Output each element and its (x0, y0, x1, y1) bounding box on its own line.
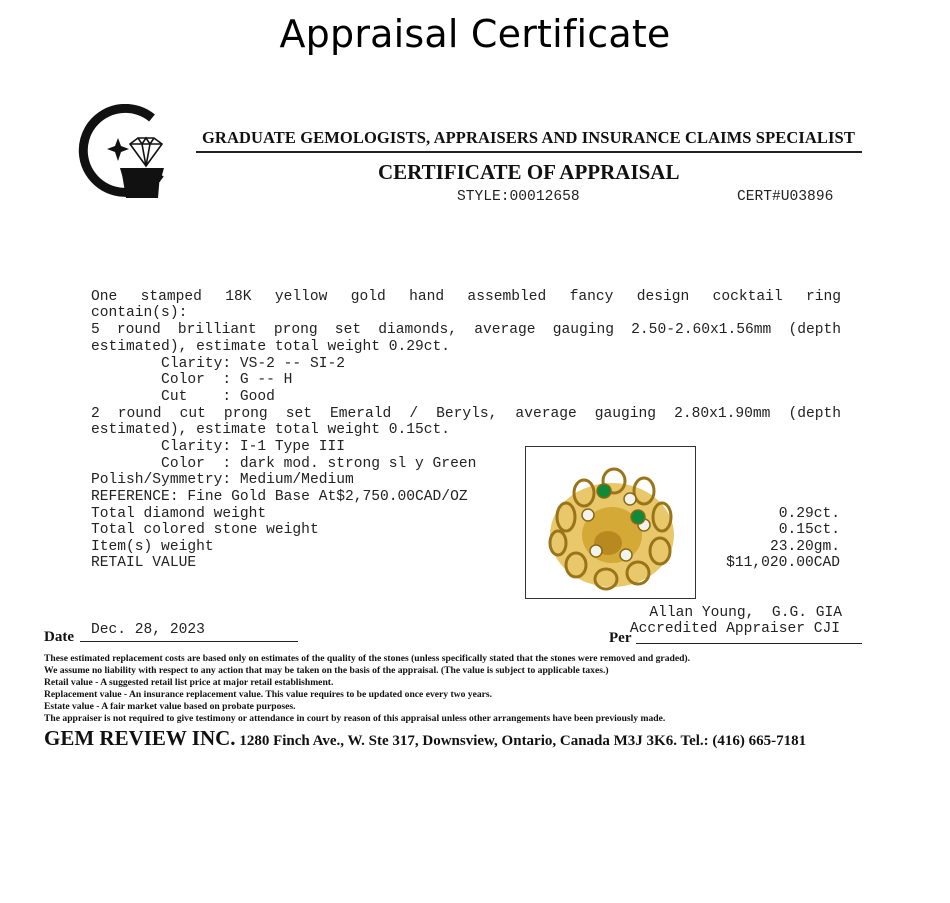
total-label: Total diamond weight (91, 506, 267, 522)
description-line: One stamped 18K yellow gold hand assembled fancy design cocktail ring (91, 289, 841, 305)
retail-value: $11,020.00CAD (726, 555, 840, 571)
fine-print-line: These estimated replacement costs are based only on estimates of the quality of the stones (unless specifically stated that the stones were removed and graded). (44, 653, 691, 664)
style-number: STYLE:00012658 (457, 189, 580, 205)
fine-print-line: The appraiser is not required to give testimony or attendance in court by reason of this appraisal unless other arrangements have been previously made. (44, 713, 666, 724)
date-value: Dec. 28, 2023 (91, 622, 205, 638)
per-label: Per (609, 630, 632, 646)
description-line: Cut : Good (91, 389, 275, 405)
sparkle-icon (107, 138, 129, 161)
appraiser-title: Accredited Appraiser CJI (629, 621, 840, 637)
company-line: GRADUATE GEMOLOGISTS, APPRAISERS AND INSURANCE CLAIMS SPECIALIST (202, 128, 855, 147)
signature-underline (636, 643, 862, 644)
total-label: Total colored stone weight (91, 522, 319, 538)
description-line: Color : dark mod. strong sl y Green (91, 456, 477, 472)
page-title: Appraisal Certificate (279, 12, 671, 56)
date-label: Date (44, 629, 74, 645)
description-line: REFERENCE: Fine Gold Base At$2,750.00CAD/OZ (91, 489, 468, 505)
description-line: Clarity: VS-2 -- SI-2 (91, 356, 345, 372)
retail-value-label: RETAIL VALUE (91, 555, 197, 571)
date-underline (80, 641, 298, 642)
description-line: 5 round brilliant prong set diamonds, average gauging 2.50-2.60x1.56mm (depth (91, 322, 841, 338)
description-line: estimated), estimate total weight 0.29ct. (91, 339, 451, 355)
cert-number: CERT#U03896 (737, 189, 834, 205)
header-rule (196, 151, 862, 153)
footer-company-name: GEM REVIEW INC. (44, 726, 236, 750)
footer (44, 726, 806, 751)
company-logo (74, 104, 174, 200)
fine-print-line: Replacement value - An insurance replacement value. This value requires to be updated once every two years. (44, 689, 493, 700)
ring-illustration (526, 447, 695, 598)
total-value: 0.29ct. (778, 506, 840, 522)
total-value: 0.15ct. (778, 522, 840, 538)
description-line: contain(s): (91, 305, 188, 321)
total-label: Item(s) weight (91, 539, 214, 555)
total-value: 23.20gm. (769, 539, 840, 555)
description-line: Color : G -- H (91, 372, 293, 388)
diamond-icon (130, 138, 162, 166)
description-line: estimated), estimate total weight 0.15ct. (91, 422, 451, 438)
description-line: 2 round cut prong set Emerald / Beryls, average gauging 2.80x1.90mm (depth (91, 406, 841, 422)
fine-print-line: We assume no liability with respect to any action that may be taken on the basis of the appraisal. (The value is subject to applicable taxes.) (44, 665, 609, 676)
appraiser-name: Allan Young, G.G. GIA (649, 605, 842, 621)
ring-photo (525, 446, 696, 599)
fine-print-line: Retail value - A suggested retail list price at major retail establishment. (44, 677, 334, 688)
description-line: Polish/Symmetry: Medium/Medium (91, 472, 354, 488)
footer-address: 1280 Finch Ave., W. Ste 317, Downsview, Ontario, Canada M3J 3K6. Tel.: (416) 665-7181 (235, 733, 807, 749)
certificate-title: CERTIFICATE OF APPRAISAL (378, 160, 680, 184)
fine-print-line: Estate value - A fair market value based on probate purposes. (44, 701, 296, 712)
description-line: Clarity: I-1 Type III (91, 439, 345, 455)
